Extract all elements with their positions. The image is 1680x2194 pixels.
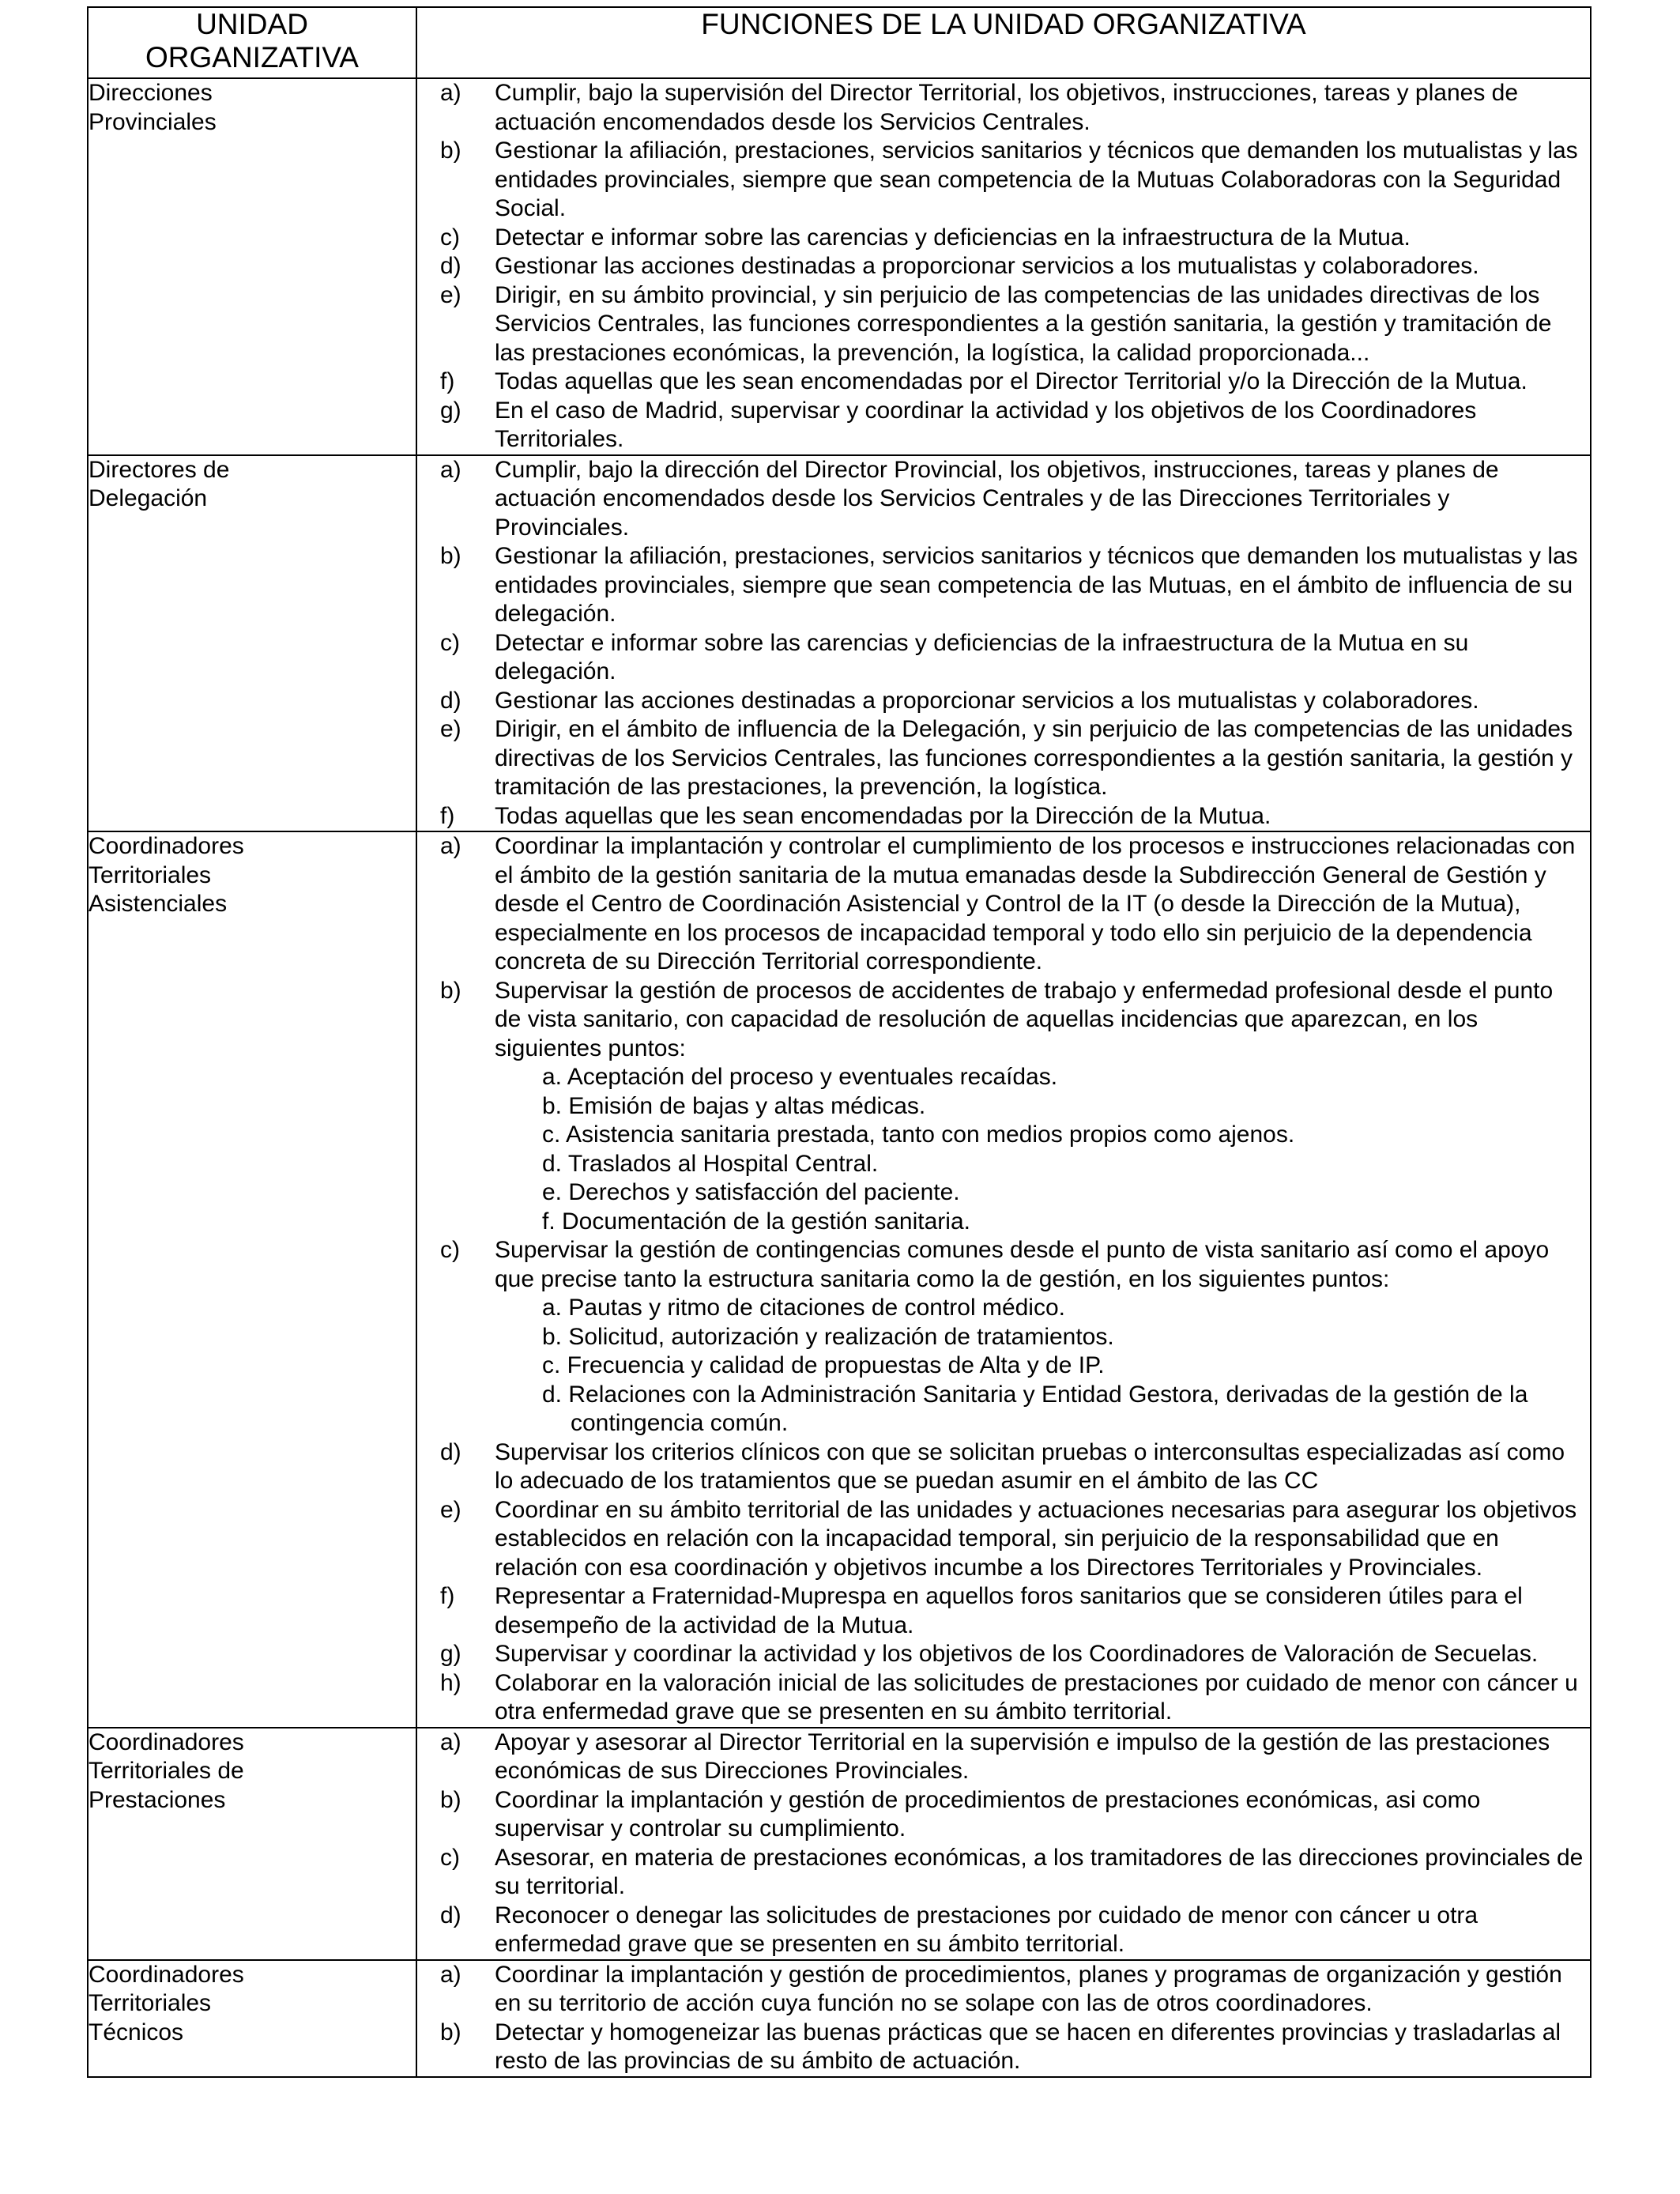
header-unit-line: UNIDAD bbox=[196, 8, 308, 40]
item-text: Asesorar, en materia de prestaciones económicas, a los tramitadores de las direcciones provinciales de su territorial. bbox=[495, 1844, 1584, 1899]
function-item bbox=[417, 977, 1590, 1237]
function-item bbox=[417, 1438, 1590, 1496]
item-marker: b) bbox=[440, 2019, 461, 2045]
function-item bbox=[417, 832, 1590, 977]
function-item bbox=[417, 1961, 1590, 2019]
function-item bbox=[417, 629, 1590, 687]
functions-cell bbox=[416, 455, 1591, 832]
table-row bbox=[88, 78, 1591, 455]
item-text: Dirigir, en su ámbito provincial, y sin perjuicio de las competencias de las unidades directivas de los Servicios Centrales, las funciones correspondientes a la gestión sanitaria, la gestión y tramitación de las prestaciones económicas, la prevención, la logística, la calidad proporcionada... bbox=[495, 281, 1552, 366]
unit-name-line: Asistenciales bbox=[89, 891, 228, 917]
item-text: Supervisar la gestión de procesos de accidentes de trabajo y enfermedad profesional desde el punto de vista sanitario, con capacidad de resolución de aquellas incidencias que aparezcan, en los siguientes puntos: bbox=[495, 977, 1554, 1061]
item-marker: d) bbox=[440, 1438, 461, 1465]
item-marker: a) bbox=[440, 80, 461, 106]
functions-table bbox=[87, 6, 1591, 2078]
sub-list bbox=[495, 1063, 1584, 1236]
item-marker: c) bbox=[440, 224, 460, 251]
item-text: Coordinar la implantación y controlar el cumplimiento de los procesos e instrucciones relacionadas con el ámbito de la gestión sanitaria de la mutua emanadas desde la Subdirección General de Gestión y desde el Centro de Coordinación Asistencial y Control de la IT (o desde la Dirección de la Mutua), especialmente en los procesos de incapacidad temporal y todo ello sin perjuicio de la dependencia concreta de su Dirección Territorial correspondiente. bbox=[495, 833, 1576, 974]
header-unit bbox=[88, 7, 416, 78]
sub-item: a. Pautas y ritmo de citaciones de control médico. bbox=[542, 1295, 1065, 1321]
item-marker: g) bbox=[440, 1641, 461, 1667]
table-body bbox=[88, 78, 1591, 2077]
item-text: Coordinar la implantación y gestión de procedimientos de prestaciones económicas, asi como supervisar y controlar su cumplimiento. bbox=[495, 1786, 1481, 1842]
item-text: Apoyar y asesorar al Director Territorial en la supervisión e impulso de la gestión de las prestaciones económicas de sus Direcciones Provinciales. bbox=[495, 1728, 1550, 1784]
functions-cell bbox=[416, 78, 1591, 455]
unit-cell bbox=[88, 78, 416, 455]
item-text: Todas aquellas que les sean encomendadas por el Director Territorial y/o la Dirección de la Mutua. bbox=[495, 368, 1527, 394]
sub-item: b. Emisión de bajas y altas médicas. bbox=[542, 1092, 926, 1119]
function-item bbox=[417, 1640, 1590, 1669]
function-item bbox=[417, 79, 1590, 137]
item-text: Dirigir, en el ámbito de influencia de la Delegación, y sin perjuicio de las competencias de las unidades directivas de los Servicios Centrales, las funciones correspondientes a la gestión sanitaria, la gestión y tramitación de las prestaciones, la prevención, la logística. bbox=[495, 716, 1573, 800]
table-row bbox=[88, 455, 1591, 832]
item-marker: d) bbox=[440, 1902, 461, 1928]
unit-name-line: Prestaciones bbox=[89, 1786, 226, 1813]
function-item bbox=[417, 224, 1590, 253]
item-text: Cumplir, bajo la supervisión del Director Territorial, los objetivos, instrucciones, tareas y planes de actuación encomendados desde los Servicios Centrales. bbox=[495, 80, 1519, 135]
function-item bbox=[417, 1728, 1590, 1786]
function-item bbox=[417, 1496, 1590, 1583]
item-marker: f) bbox=[440, 802, 455, 829]
function-item bbox=[417, 456, 1590, 543]
item-marker: e) bbox=[440, 281, 461, 308]
function-item bbox=[417, 1902, 1590, 1959]
function-item bbox=[417, 715, 1590, 802]
unit-name-line: Directores de bbox=[89, 456, 230, 483]
sub-list bbox=[495, 1294, 1584, 1438]
sub-item: a. Aceptación del proceso y eventuales recaídas. bbox=[542, 1064, 1058, 1090]
item-text: Todas aquellas que les sean encomendadas por la Dirección de la Mutua. bbox=[495, 802, 1271, 829]
item-marker: a) bbox=[440, 456, 461, 483]
table-row bbox=[88, 1960, 1591, 2077]
unit-name-line: Delegación bbox=[89, 485, 208, 511]
item-text: Coordinar la implantación y gestión de procedimientos, planes y programas de organización y gestión en su territorio de acción cuya función no se solape con las de otros coordinadores. bbox=[495, 1961, 1562, 2016]
functions-cell bbox=[416, 1728, 1591, 1960]
item-marker: h) bbox=[440, 1669, 461, 1696]
item-marker: d) bbox=[440, 687, 461, 714]
header-unit-line: ORGANIZATIVA bbox=[145, 41, 359, 74]
item-marker: e) bbox=[440, 716, 461, 742]
item-marker: f) bbox=[440, 1583, 455, 1609]
unit-name-line: Territoriales de bbox=[89, 1758, 244, 1784]
item-text: Gestionar las acciones destinadas a proporcionar servicios a los mutualistas y colaboradores. bbox=[495, 253, 1479, 279]
function-item bbox=[417, 1582, 1590, 1640]
item-text: Supervisar la gestión de contingencias comunes desde el punto de vista sanitario así como el apoyo que precise tanto la estructura sanitaria como la de gestión, en los siguientes puntos: bbox=[495, 1237, 1550, 1292]
unit-cell bbox=[88, 1728, 416, 1960]
sub-item: c. Asistencia sanitaria prestada, tanto con medios propios como ajenos. bbox=[542, 1122, 1295, 1148]
item-marker: c) bbox=[440, 1844, 460, 1871]
item-text: Detectar y homogeneizar las buenas prácticas que se hacen en diferentes provincias y trasladarlas al resto de las provincias de su ámbito de actuación. bbox=[495, 2019, 1561, 2074]
unit-name-line: Direcciones bbox=[89, 80, 213, 106]
item-marker: a) bbox=[440, 1728, 461, 1755]
sub-item: c. Frecuencia y calidad de propuestas de Alta y de IP. bbox=[542, 1352, 1105, 1378]
item-text: Representar a Fraternidad-Muprespa en aquellos foros sanitarios que se consideren útiles para el desempeño de la actividad de la Mutua. bbox=[495, 1583, 1523, 1638]
function-list bbox=[417, 1961, 1590, 2076]
functions-cell bbox=[416, 1960, 1591, 2077]
unit-cell bbox=[88, 455, 416, 832]
sub-item: e. Derechos y satisfacción del paciente. bbox=[542, 1179, 960, 1205]
item-marker: e) bbox=[440, 1496, 461, 1523]
function-item bbox=[417, 1236, 1590, 1438]
function-item bbox=[417, 1669, 1590, 1727]
function-item bbox=[417, 1786, 1590, 1844]
item-text: Supervisar los criterios clínicos con que se solicitan pruebas o interconsultas especializadas así como lo adecuado de los tratamientos que se puedan asumir en el ámbito de las CC bbox=[495, 1438, 1565, 1494]
sub-item: d. Relaciones con la Administración Sanitaria y Entidad Gestora, derivadas de la gestión de la contingencia común. bbox=[542, 1381, 1528, 1436]
item-marker: c) bbox=[440, 629, 460, 656]
function-item bbox=[417, 397, 1590, 454]
function-item bbox=[417, 368, 1590, 397]
sub-item: b. Solicitud, autorización y realización de tratamientos. bbox=[542, 1323, 1114, 1350]
item-marker: c) bbox=[440, 1237, 460, 1263]
function-list bbox=[417, 79, 1590, 454]
unit-name-line: Técnicos bbox=[89, 2019, 184, 2045]
item-text: Detectar e informar sobre las carencias y deficiencias de la infraestructura de la Mutua en su delegación. bbox=[495, 629, 1469, 684]
unit-name-line: Provinciales bbox=[89, 108, 217, 135]
function-list bbox=[417, 1728, 1590, 1959]
functions-cell bbox=[416, 831, 1591, 1728]
item-text: Detectar e informar sobre las carencias y deficiencias en la infraestructura de la Mutua. bbox=[495, 224, 1411, 251]
item-marker: f) bbox=[440, 368, 455, 394]
sub-item: f. Documentación de la gestión sanitaria. bbox=[542, 1208, 970, 1235]
item-marker: a) bbox=[440, 833, 461, 859]
function-list bbox=[417, 832, 1590, 1727]
item-marker: d) bbox=[440, 253, 461, 279]
item-text: Coordinar en su ámbito territorial de las unidades y actuaciones necesarias para asegurar los objetivos establecidos en relación con la incapacidad temporal, sin perjuicio de la responsabilidad que en relación con esa coordinación y objetivos incumbe a los Directores Territoriales y Provinciales. bbox=[495, 1496, 1577, 1581]
item-text: Supervisar y coordinar la actividad y los objetivos de los Coordinadores de Valoración de Secuelas. bbox=[495, 1641, 1539, 1667]
function-item bbox=[417, 281, 1590, 368]
item-text: Gestionar las acciones destinadas a proporcionar servicios a los mutualistas y colaboradores. bbox=[495, 687, 1479, 714]
item-text: Gestionar la afiliación, prestaciones, servicios sanitarios y técnicos que demanden los mutualistas y las entidades provinciales, siempre que sean competencia de la Mutuas Colaboradoras con la Seguridad Social. bbox=[495, 138, 1578, 221]
item-text: En el caso de Madrid, supervisar y coordinar la actividad y los objetivos de los Coordinadores Territoriales. bbox=[495, 397, 1477, 452]
header-functions: FUNCIONES DE LA UNIDAD ORGANIZATIVA bbox=[416, 7, 1591, 78]
function-item bbox=[417, 802, 1590, 831]
function-list bbox=[417, 456, 1590, 831]
unit-name-line: Coordinadores bbox=[89, 833, 244, 859]
unit-name-line: Territoriales bbox=[89, 861, 212, 888]
item-marker: b) bbox=[440, 1786, 461, 1813]
item-text: Gestionar la afiliación, prestaciones, servicios sanitarios y técnicos que demanden los mutualistas y las entidades provinciales, siempre que sean competencia de las Mutuas, en el ámbito de influencia de su delegación. bbox=[495, 543, 1578, 627]
item-marker: b) bbox=[440, 543, 461, 569]
header-row bbox=[88, 7, 1591, 78]
item-text: Colaborar en la valoración inicial de las solicitudes de prestaciones por cuidado de menor con cáncer u otra enfermedad grave que se presenten en su ámbito territorial. bbox=[495, 1669, 1578, 1725]
function-item bbox=[417, 1844, 1590, 1902]
function-item bbox=[417, 687, 1590, 716]
item-marker: b) bbox=[440, 977, 461, 1004]
unit-cell bbox=[88, 831, 416, 1728]
unit-name-line: Coordinadores bbox=[89, 1728, 244, 1755]
function-item bbox=[417, 137, 1590, 224]
unit-name-line: Territoriales bbox=[89, 1990, 212, 2016]
item-marker: b) bbox=[440, 138, 461, 164]
unit-cell bbox=[88, 1960, 416, 2077]
item-marker: a) bbox=[440, 1961, 461, 1988]
unit-name-line: Coordinadores bbox=[89, 1961, 244, 1988]
item-marker: g) bbox=[440, 397, 461, 424]
item-text: Cumplir, bajo la dirección del Director Provincial, los objetivos, instrucciones, tareas y planes de actuación encomendados desde los Servicios Centrales y de las Direcciones Territoriales y Provinciales. bbox=[495, 456, 1499, 541]
function-item bbox=[417, 542, 1590, 629]
item-text: Reconocer o denegar las solicitudes de prestaciones por cuidado de menor con cáncer u otra enfermedad grave que se presenten en su ámbito territorial. bbox=[495, 1902, 1478, 1957]
table-row bbox=[88, 831, 1591, 1728]
sub-item: d. Traslados al Hospital Central. bbox=[542, 1150, 879, 1177]
function-item bbox=[417, 252, 1590, 281]
table-row bbox=[88, 1728, 1591, 1960]
function-item bbox=[417, 2019, 1590, 2076]
